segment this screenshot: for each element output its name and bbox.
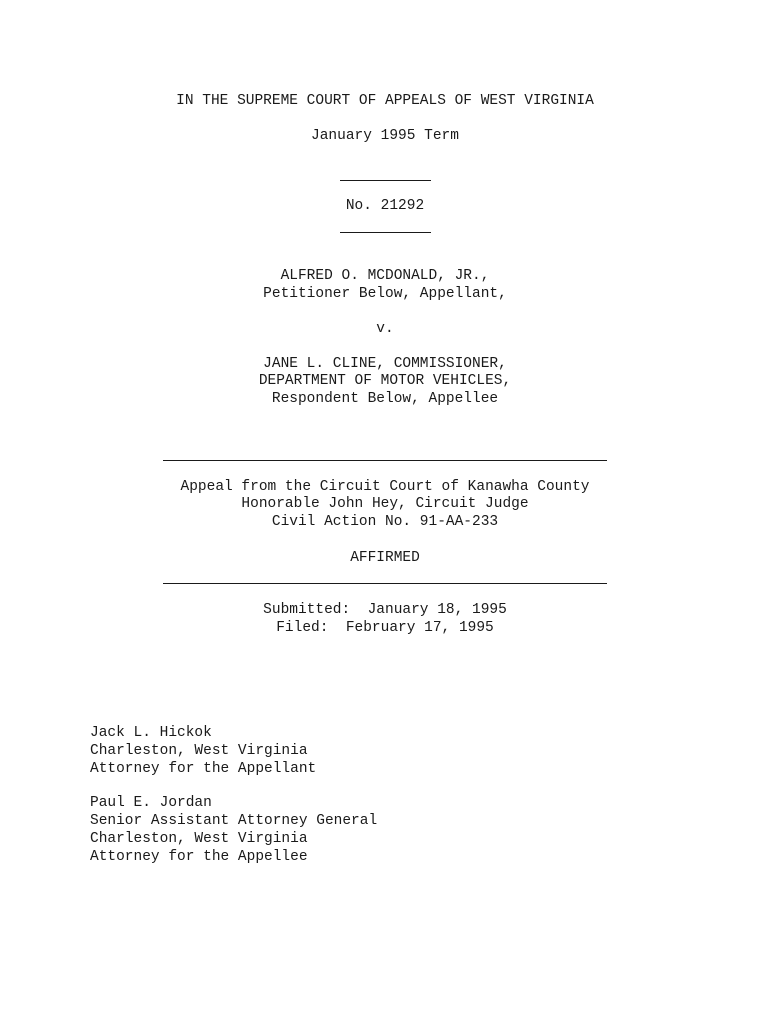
- civil-action-number: Civil Action No. 91-AA-233: [271, 514, 499, 530]
- case-number: No. 21292: [345, 198, 425, 214]
- appellant-name: ALFRED O. MCDONALD, JR.,: [280, 268, 490, 284]
- appellee-name: JANE L. CLINE, COMMISSIONER,: [263, 356, 507, 372]
- appellant-counsel-name: Jack L. Hickok: [90, 725, 212, 741]
- divider-short-bottom: [340, 232, 431, 233]
- appellant-counsel-location: Charleston, West Virginia: [90, 743, 308, 759]
- appellee-department: DEPARTMENT OF MOTOR VEHICLES,: [258, 373, 512, 389]
- divider-short-top: [340, 180, 431, 181]
- appellee-counsel-role: Attorney for the Appellee: [90, 849, 308, 865]
- appeal-origin: Appeal from the Circuit Court of Kanawha County: [180, 479, 590, 495]
- appellant-counsel-role: Attorney for the Appellant: [90, 761, 317, 777]
- appellee-counsel-name: Paul E. Jordan: [90, 795, 212, 811]
- divider-long-bottom: [163, 583, 607, 584]
- court-name: IN THE SUPREME COURT OF APPEALS OF WEST VIRGINIA: [176, 93, 594, 109]
- submitted-date: Submitted: January 18, 1995: [263, 602, 507, 618]
- disposition: AFFIRMED: [350, 550, 420, 566]
- appellee-role: Respondent Below, Appellee: [271, 391, 499, 407]
- term: January 1995 Term: [311, 128, 459, 144]
- divider-long-top: [163, 460, 607, 461]
- filed-date: Filed: February 17, 1995: [276, 620, 494, 636]
- appellee-counsel-title: Senior Assistant Attorney General: [90, 813, 378, 829]
- appellant-role: Petitioner Below, Appellant,: [263, 286, 507, 302]
- circuit-judge: Honorable John Hey, Circuit Judge: [241, 496, 529, 512]
- appellee-counsel-location: Charleston, West Virginia: [90, 831, 308, 847]
- versus: v.: [376, 321, 394, 337]
